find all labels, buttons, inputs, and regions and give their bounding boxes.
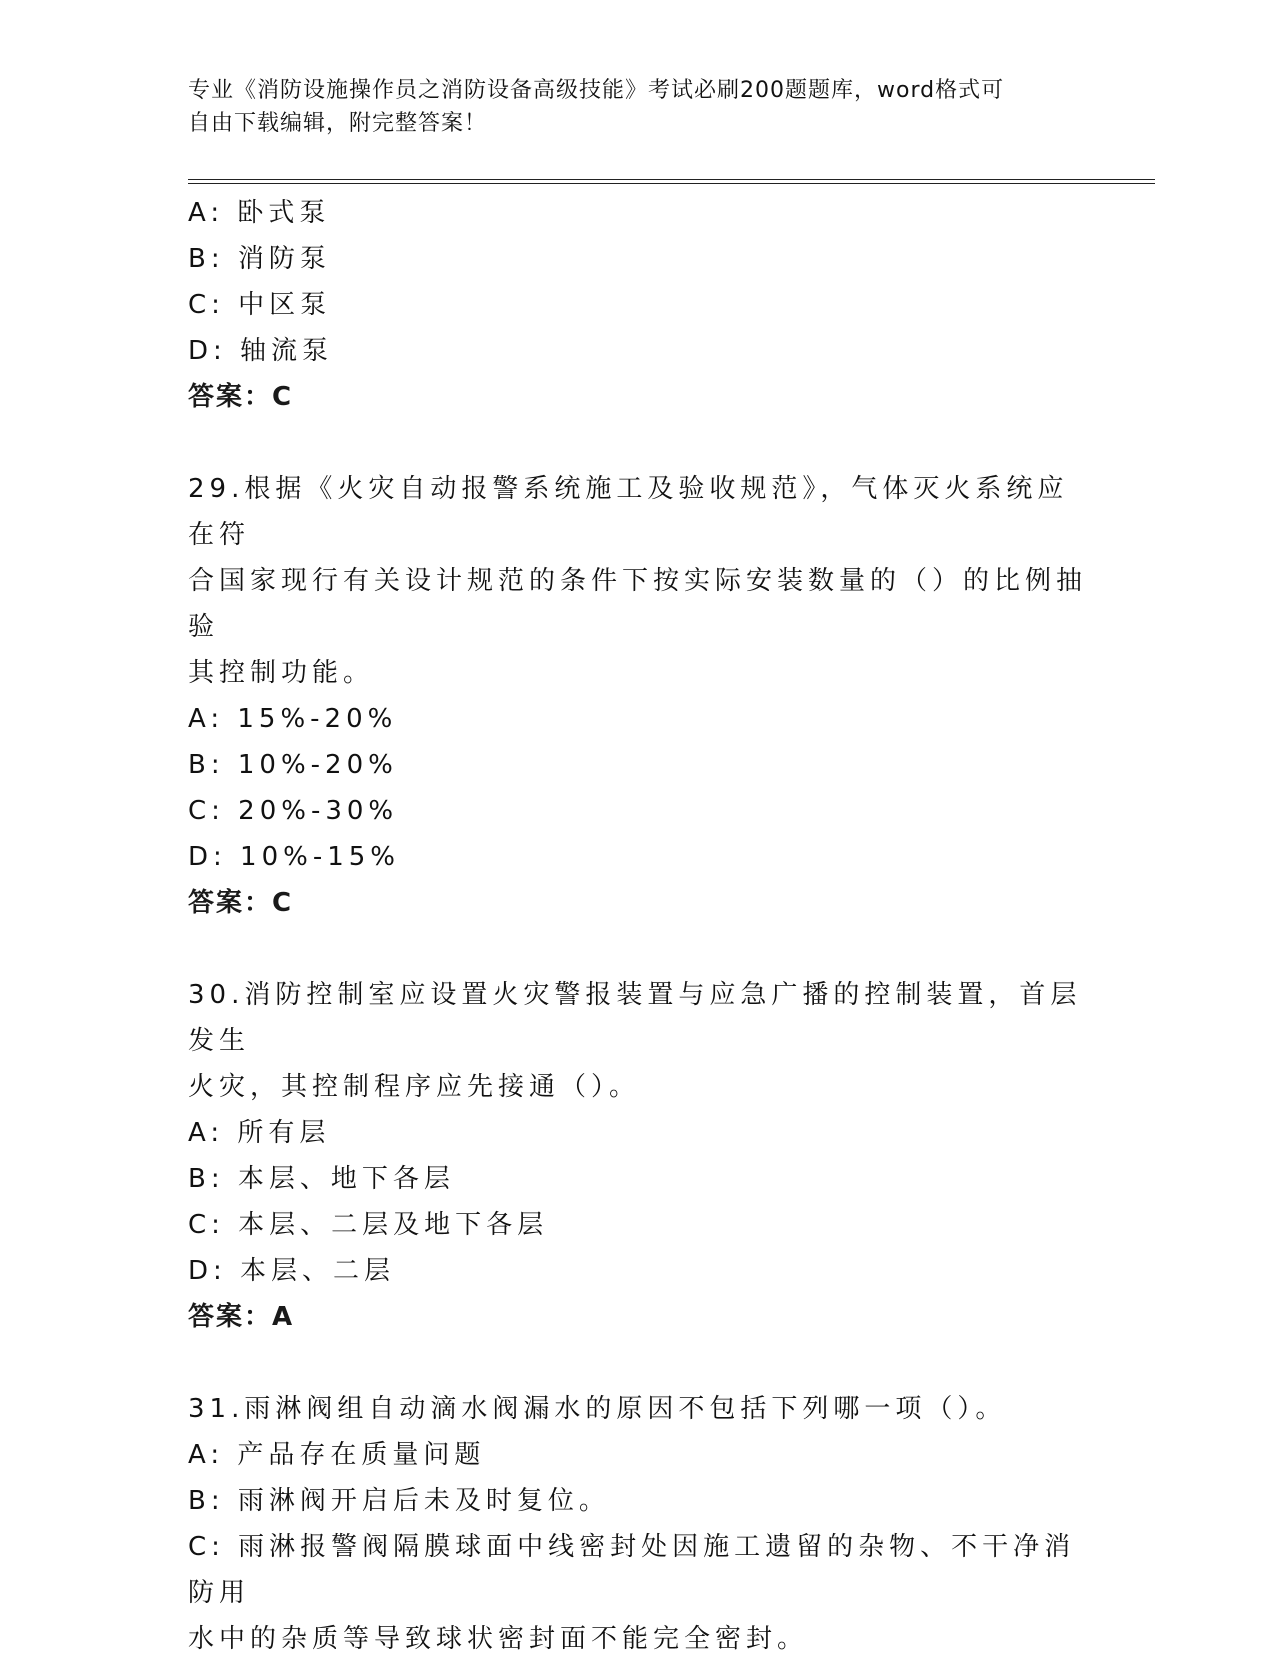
option-b: B: 本层、地下各层 xyxy=(188,1164,455,1194)
spacer xyxy=(188,926,1088,972)
option-b: B: 10%-20% xyxy=(188,750,398,780)
spacer xyxy=(188,1340,1088,1386)
option-c: C: 雨淋报警阀隔膜球面中线密封处因施工遗留的杂物、不干净消防用 xyxy=(188,1532,1076,1608)
option-b: B: 消防泵 xyxy=(188,244,331,274)
option-b: B: 雨淋阀开启后未及时复位。 xyxy=(188,1486,610,1516)
header-divider-top xyxy=(188,179,1155,180)
question-stem: 30.消防控制室应设置火灾警报装置与应急广播的控制装置，首层发生 xyxy=(188,980,1082,1056)
option-d: D: 本层、二层 xyxy=(188,1256,396,1286)
header-divider-bottom xyxy=(188,183,1155,184)
option-a: A: 产品存在质量问题 xyxy=(188,1440,486,1470)
option-c: C: 本层、二层及地下各层 xyxy=(188,1210,549,1240)
option-a: A: 15%-20% xyxy=(188,704,398,734)
question-28 xyxy=(188,190,1088,420)
question-stem: 31.雨淋阀组自动滴水阀漏水的原因不包括下列哪一项（）。 xyxy=(188,1394,1007,1424)
question-30 xyxy=(188,972,1088,1340)
option-d: D: 10%-15% xyxy=(188,842,401,872)
option-a: A: 所有层 xyxy=(188,1118,331,1148)
answer-line: 答案：A xyxy=(188,1302,295,1332)
document-header xyxy=(188,74,1068,140)
option-c: C: 中区泵 xyxy=(188,290,332,320)
answer-line: 答案：C xyxy=(188,382,294,412)
question-stem: 29.根据《火灾自动报警系统施工及验收规范》，气体灭火系统应在符 xyxy=(188,474,1069,550)
question-stem: 合国家现行有关设计规范的条件下按实际安装数量的（）的比例抽验 xyxy=(188,566,1088,642)
option-c-continued: 水中的杂质等导致球状密封面不能完全密封。 xyxy=(188,1624,809,1654)
answer-line: 答案：C xyxy=(188,888,294,918)
question-list xyxy=(188,190,1088,1662)
question-29 xyxy=(188,466,1088,926)
header-line-1: 专业《消防设施操作员之消防设备高级技能》考试必刷200题题库，word格式可 xyxy=(188,78,1005,103)
option-d: D: 轴流泵 xyxy=(188,336,334,366)
option-c: C: 20%-30% xyxy=(188,796,399,826)
question-stem: 火灾，其控制程序应先接通（）。 xyxy=(188,1072,641,1102)
question-stem: 其控制功能。 xyxy=(188,658,375,688)
option-a: A: 卧式泵 xyxy=(188,198,331,228)
question-31 xyxy=(188,1386,1088,1662)
spacer xyxy=(188,420,1088,466)
header-line-2: 自由下载编辑，附完整答案！ xyxy=(188,111,488,136)
